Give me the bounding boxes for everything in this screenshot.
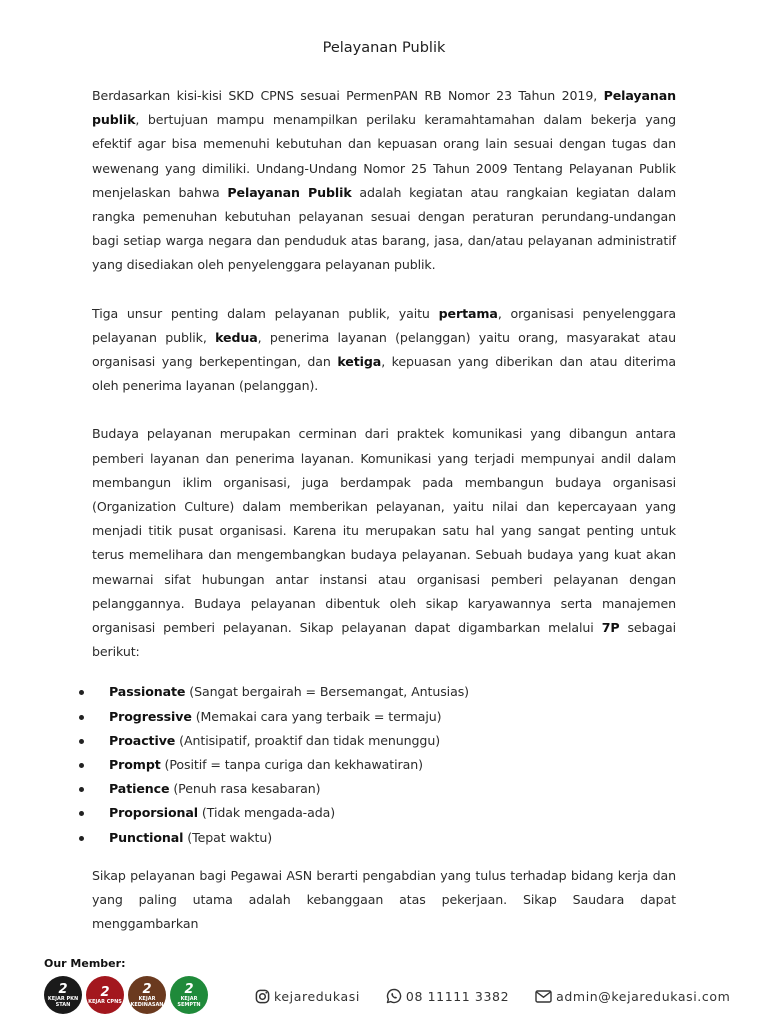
logo-kejar-kedinasan <box>128 976 166 1014</box>
list-desc: (Antisipatif, proaktif dan tidak menunggu) <box>175 732 441 748</box>
paragraph-2 <box>92 302 676 399</box>
logo-number: 2 <box>100 984 110 1000</box>
instagram-icon <box>255 989 270 1004</box>
phone-number: 08 11111 3382 <box>405 988 510 1004</box>
bold-term: Pelayanan publik <box>92 88 676 128</box>
logo-text: KEJAR SEMPTN <box>177 995 201 1008</box>
text-run: Berdasarkan kisi-kisi SKD CPNS sesuai PermenPAN RB Nomor 23 Tahun 2019, <box>92 88 604 103</box>
logo-number: 2 <box>184 981 194 997</box>
list-term: Punctional <box>109 829 184 845</box>
text-run: , bertujuan mampu menampilkan perilaku keramahtamahan dalam bekerja yang efektif agar bisa memenuhi kebutuhan dan kepuasan orang lain sesuai dengan tugas dan wewenang yang dimiliki. Undang-Undang Nomor 25 Tahun 2009 Tentang Pelayanan Publik menjelaskan bahwa <box>92 112 676 200</box>
logo-kejar-semptn <box>170 976 208 1014</box>
text-run: sebagai berikut: <box>92 620 676 660</box>
text-run: adalah kegiatan atau rangkaian kegiatan dalam rangka pemenuhan kebutuhan pelayanan sesuai dengan peraturan perundang-undangan bagi setiap warga negara dan penduduk atas barang, jasa, dan/atau pelayanan administratif yang disediakan oleh penyelenggara pelayanan publik. <box>92 184 676 273</box>
bullet-icon <box>79 763 84 768</box>
bold-term: pertama <box>438 305 498 321</box>
sikap-list <box>92 680 676 849</box>
email-address: admin@kejaredukasi.com <box>556 988 731 1004</box>
footer <box>0 955 768 1024</box>
list-term: Proactive <box>109 732 176 748</box>
bullet-icon <box>79 811 84 816</box>
logo-text: KEJAR PKN STAN <box>47 995 79 1008</box>
bullet-icon <box>79 715 84 720</box>
text-run: , kepuasan yang diberikan dan atau diterima oleh penerima layanan (pelanggan). <box>92 354 676 394</box>
bullet-icon <box>79 836 84 841</box>
paragraph-1 <box>92 84 676 278</box>
list-term: Passionate <box>109 684 186 700</box>
mail-icon <box>535 990 552 1003</box>
paragraph-4: Sikap pelayanan bagi Pegawai ASN berarti pengabdian yang tulus terhadap bidang kerja dan yang paling utama adalah kebanggaan atas pekerjaan. Sikap Saudara dapat menggambarkan <box>92 867 676 932</box>
bold-term: ketiga <box>337 354 382 370</box>
list-item <box>92 801 676 825</box>
list-desc: (Tidak mengada-ada) <box>198 805 336 821</box>
email-contact[interactable] <box>535 989 730 1004</box>
list-desc: (Penuh rasa kesabaran) <box>169 781 321 797</box>
logo-kejar-pkn-stan <box>44 976 82 1014</box>
bold-term: kedua <box>215 329 258 345</box>
logo-text: KEJAR CPNS <box>88 998 122 1005</box>
list-item <box>92 705 676 729</box>
list-term: Proporsional <box>109 805 199 821</box>
bullet-icon <box>79 690 84 695</box>
list-item <box>92 680 676 704</box>
list-term: Patience <box>109 781 170 797</box>
bullet-icon <box>79 787 84 792</box>
member-label: Our Member: <box>44 957 126 970</box>
text-run: Tiga unsur penting dalam pelayanan publik, yaitu <box>92 305 439 321</box>
list-desc: (Memakai cara yang terbaik = termaju) <box>191 708 442 724</box>
instagram-contact[interactable] <box>255 989 360 1004</box>
text-run: , organisasi penyelenggara pelayanan publik, <box>92 305 676 345</box>
whatsapp-icon <box>386 988 402 1004</box>
list-desc: (Sangat bergairah = Bersemangat, Antusias) <box>185 684 469 700</box>
text-run: , penerima layanan (pelanggan) yaitu orang, masyarakat atau organisasi yang berkepentingan, dan <box>92 329 676 370</box>
list-term: Prompt <box>109 757 161 773</box>
text-run: Budaya pelayanan merupakan cerminan dari praktek komunikasi yang dibangun antara pemberi layanan dan penerima layanan. Komunikasi yang terjadi mempunyai andil dalam membangun iklim organisasi, juga berdampak pada membangun budaya organisasi (Organization Culture) dalam memberikan pelayanan, yaitu nilai dan kepercayaan yang menjadi titik pusat organisasi. Karena itu merupakan satu hal yang sangat penting untuk terus memelihara dan mengembangkan budaya pelayanan. Sebuah budaya yang kuat akan mewarnai sifat hubungan antar instansi atau organisasi pemberi pelayanan dengan pelanggannya. Budaya pelayanan dibentuk oleh sikap karyawannya serta manajemen organisasi pemberi pelayanan. Sikap pelayanan dapat digambarkan melalui <box>92 426 676 636</box>
logo-number: 2 <box>58 981 68 997</box>
document-body <box>92 84 676 961</box>
bold-term: 7P <box>601 620 620 636</box>
list-desc: (Positif = tanpa curiga dan kekhawatiran) <box>160 757 423 773</box>
logo-number: 2 <box>142 981 152 997</box>
phone-contact[interactable] <box>386 988 509 1004</box>
bold-term: Pelayanan Publik <box>227 184 352 200</box>
paragraph-3 <box>92 422 676 664</box>
list-desc: (Tepat waktu) <box>183 829 273 845</box>
member-logos <box>44 976 208 1014</box>
list-term: Progressive <box>109 708 192 724</box>
contact-bar <box>255 988 756 1004</box>
list-item <box>92 753 676 777</box>
list-item <box>92 729 676 753</box>
page-title: Pelayanan Publik <box>322 40 446 56</box>
instagram-handle: kejaredukasi <box>274 988 360 1004</box>
logo-kejar-cpns <box>86 976 124 1014</box>
list-item <box>92 777 676 801</box>
list-item <box>92 826 676 850</box>
bullet-icon <box>79 739 84 744</box>
logo-text: KEJAR KEDINASAN <box>130 995 164 1008</box>
